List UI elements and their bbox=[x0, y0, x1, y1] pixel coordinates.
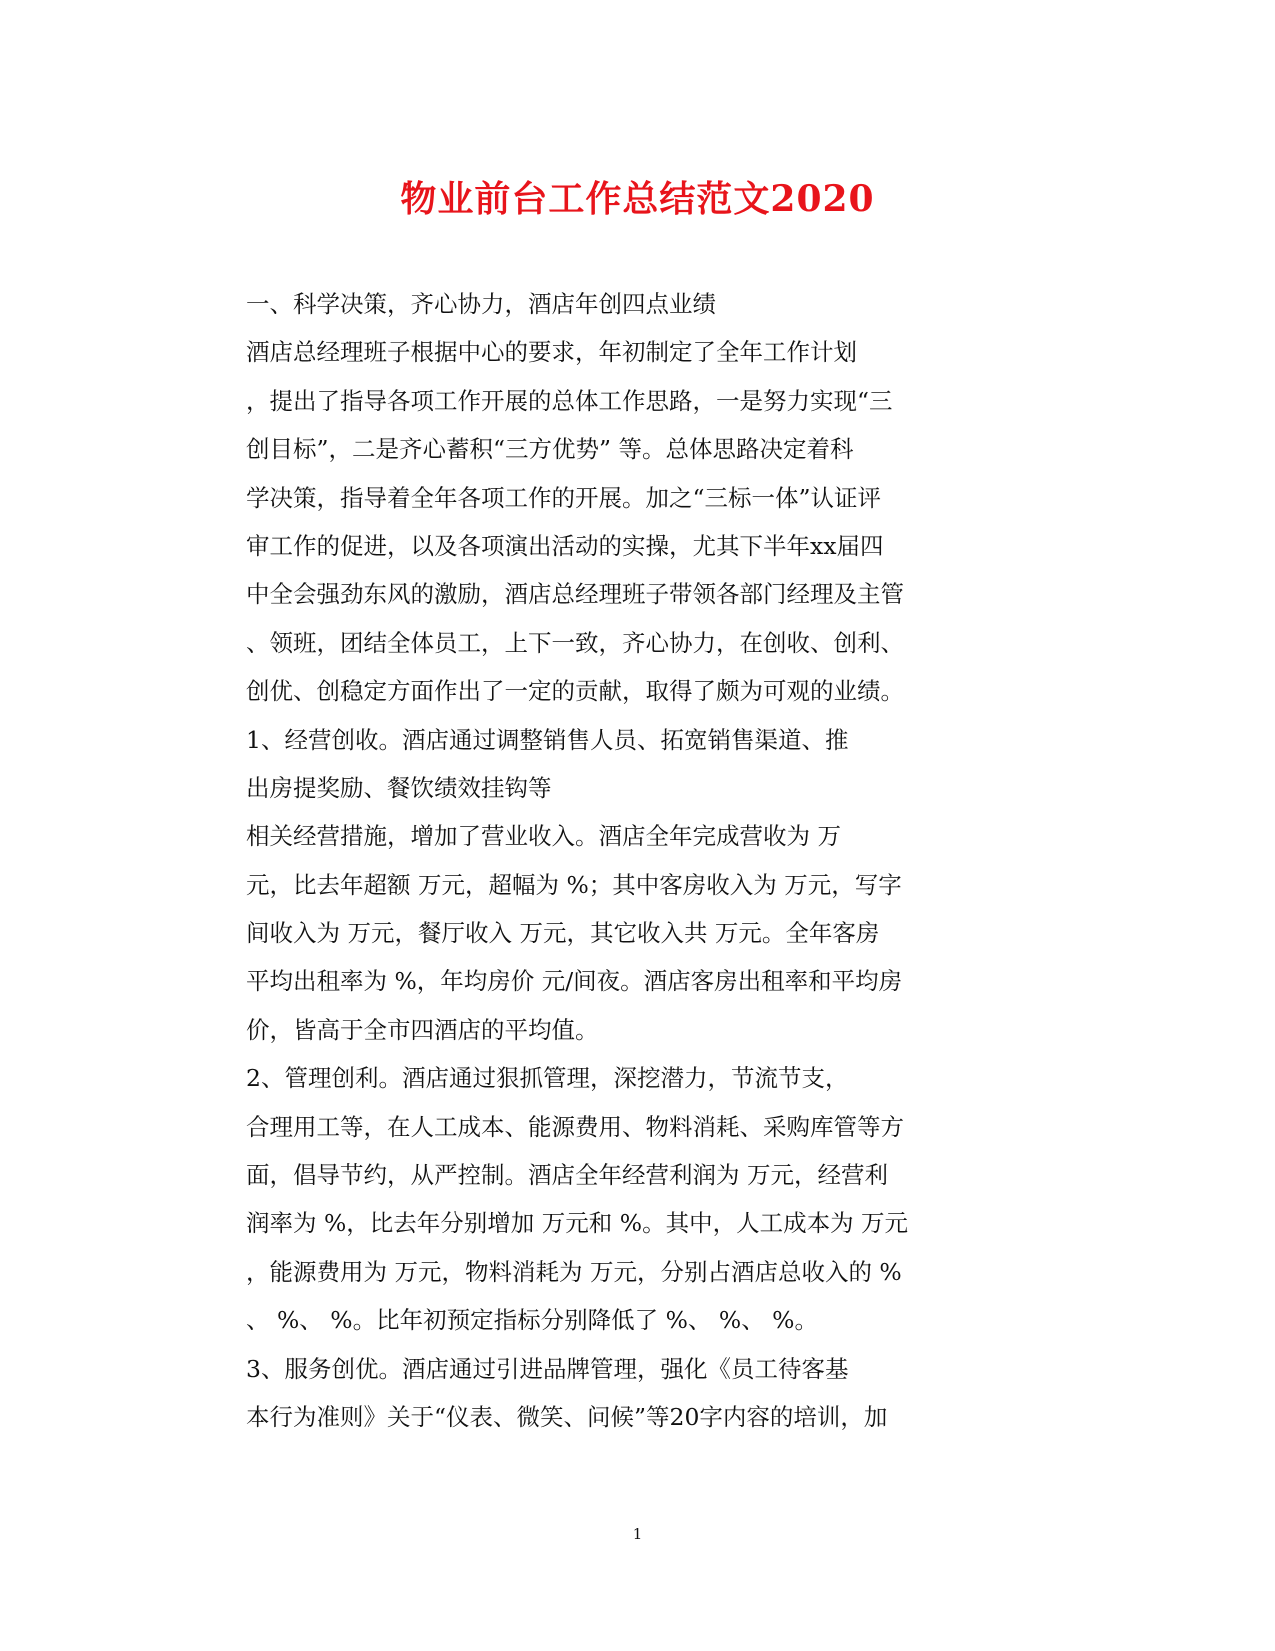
text-line: 润率为 %，比去年分别增加 万元和 %。其中，人工成本为 万元 bbox=[246, 1209, 909, 1238]
text-line: 创目标”，二是齐心蓄积“三方优势” 等。总体思路决定着科 bbox=[246, 435, 854, 464]
text-line: 、 %、 %。比年初预定指标分别降低了 %、 %、 %。 bbox=[246, 1306, 818, 1335]
text-line: 1、经营创收。酒店通过调整销售人员、拓宽销售渠道、推 bbox=[246, 725, 849, 754]
text-line: 一、科学决策，齐心协力，酒店年创四点业绩 bbox=[246, 290, 716, 318]
text-line: 中全会强劲东风的激励，酒店总经理班子带领各部门经理及主管 bbox=[246, 580, 904, 609]
text-line: 创优、创稳定方面作出了一定的贡献，取得了颇为可观的业绩。 bbox=[246, 677, 904, 706]
text-line: 面，倡导节约，从严控制。酒店全年经营利润为 万元，经营利 bbox=[246, 1161, 888, 1190]
text-line: 3、服务创优。酒店通过引进品牌管理，强化《员工待客基 bbox=[246, 1354, 849, 1383]
text-line: 间收入为 万元，餐厅收入 万元，其它收入共 万元。全年客房 bbox=[246, 919, 880, 948]
text-line: 平均出租率为 %，年均房价 元/间夜。酒店客房出租率和平均房 bbox=[246, 967, 903, 996]
text-line: 本行为准则》关于“仪表、微笑、问候”等20字内容的培训，加 bbox=[246, 1402, 888, 1431]
text-line: 2、管理创利。酒店通过狠抓管理，深挖潜力，节流节支， bbox=[246, 1064, 849, 1093]
text-line: ，提出了指导各项工作开展的总体工作思路，一是努力实现“三 bbox=[246, 386, 893, 415]
text-line: 合理用工等，在人工成本、能源费用、物料消耗、采购库管等方 bbox=[246, 1112, 904, 1141]
text-line: 审工作的促进，以及各项演出活动的实操，尤其下半年xx届四 bbox=[246, 531, 884, 560]
document-title: 物业前台工作总结范文2020 bbox=[400, 178, 875, 220]
text-line: 学决策，指导着全年各项工作的开展。加之“三标一体”认证评 bbox=[246, 483, 882, 512]
text-line: 价，皆高于全市四酒店的平均值。 bbox=[246, 1015, 599, 1044]
text-line: 酒店总经理班子根据中心的要求，年初制定了全年工作计划 bbox=[246, 338, 857, 367]
text-line: 出房提奖励、餐饮绩效挂钩等 bbox=[246, 773, 552, 802]
document-body bbox=[246, 280, 946, 1441]
text-line: 、领班，团结全体员工，上下一致，齐心协力，在创收、创利、 bbox=[246, 628, 904, 657]
page-number: 1 bbox=[632, 1525, 643, 1543]
text-line: 相关经营措施，增加了营业收入。酒店全年完成营收为 万 bbox=[246, 822, 841, 851]
text-line: ，能源费用为 万元，物料消耗为 万元，分别占酒店总收入的 % bbox=[246, 1257, 902, 1286]
text-line: 元，比去年超额 万元，超幅为 %；其中客房收入为 万元，写字 bbox=[246, 870, 902, 899]
